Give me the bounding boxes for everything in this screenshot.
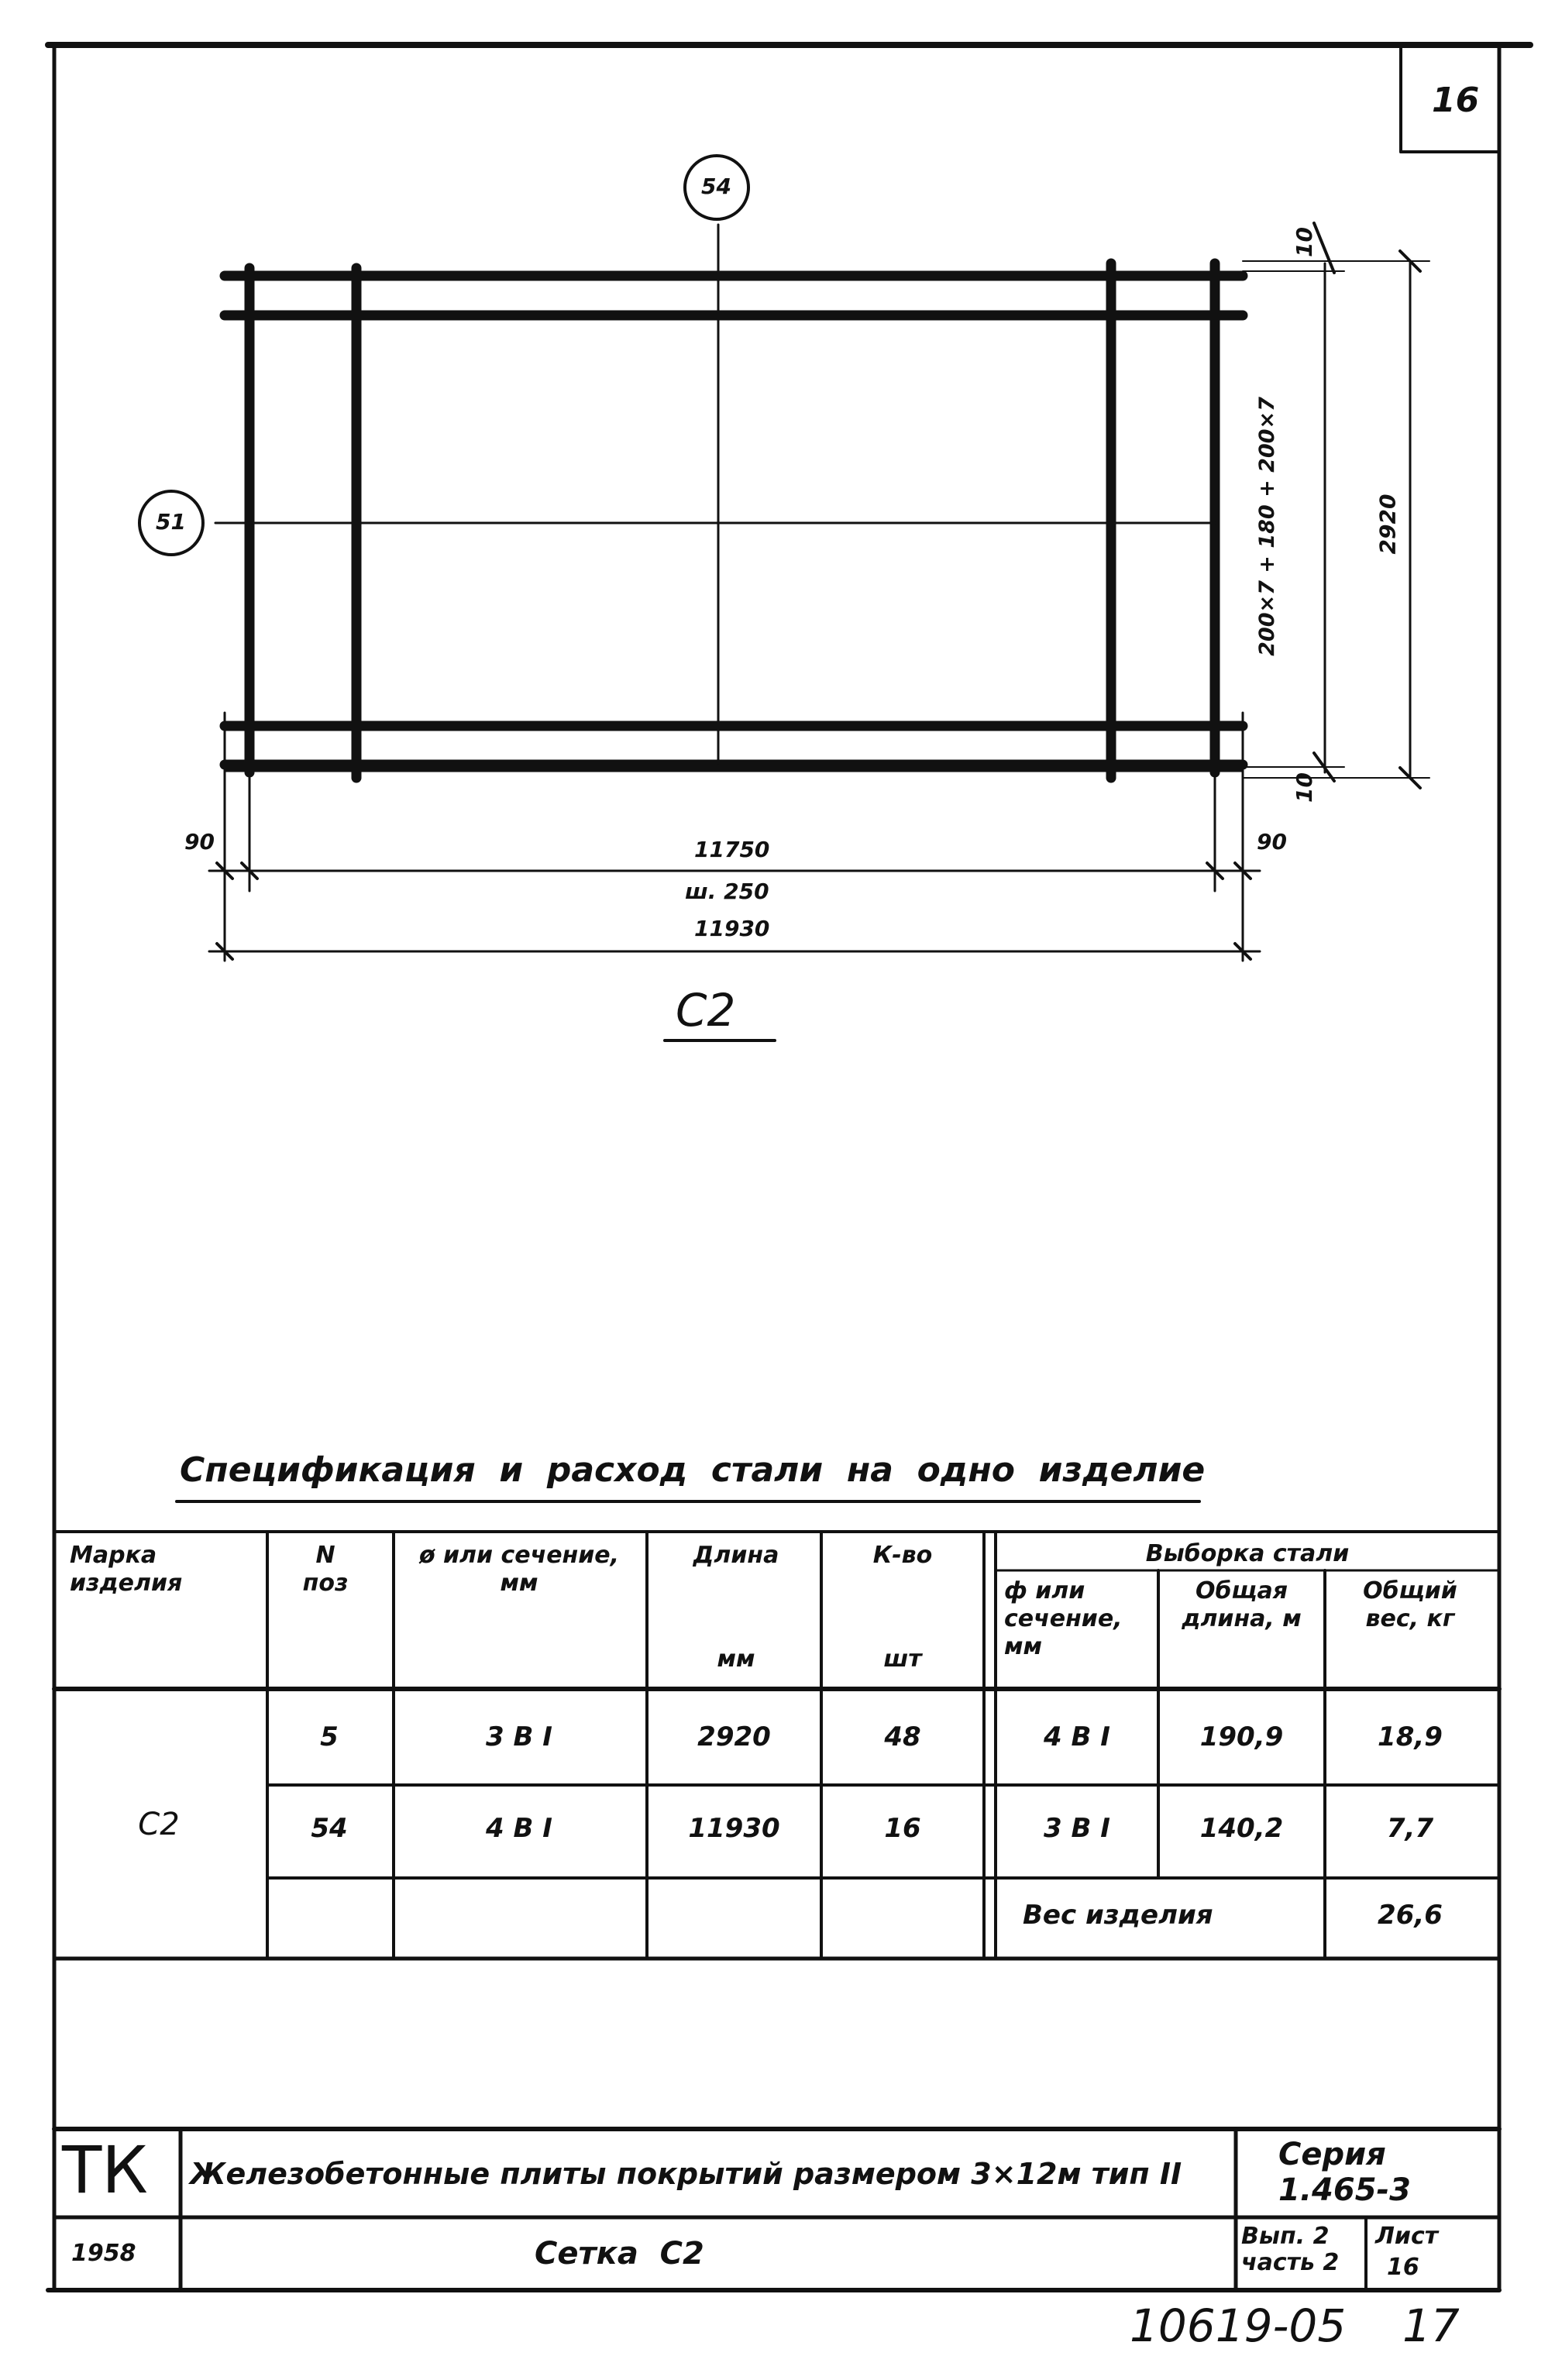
header-mark: Марка изделия <box>70 1542 183 1597</box>
header-qty-b: шт <box>883 1646 922 1673</box>
row2-pos: 54 <box>311 1813 348 1844</box>
row1-length: 2920 <box>697 1721 771 1752</box>
row1-dia: 3 В I <box>486 1721 552 1752</box>
row1-sel-length: 190,9 <box>1199 1721 1284 1752</box>
document-subtitle: Сетка С2 <box>535 2236 704 2272</box>
sheet-number: 16 <box>1432 81 1480 120</box>
issue-part: Вып. 2 часть 2 <box>1241 2223 1340 2276</box>
dim-overhang-left: 90 <box>184 829 215 855</box>
row1-pos: 5 <box>320 1721 339 1752</box>
sheet-value: 16 <box>1387 2254 1419 2281</box>
header-dia: ø или сечение, мм <box>418 1542 620 1597</box>
row1-qty: 48 <box>884 1721 921 1752</box>
total-value: 26,6 <box>1378 1900 1443 1931</box>
row2-sel-weight: 7,7 <box>1386 1813 1434 1844</box>
header-sel-weight: Общий вес, кг <box>1363 1577 1457 1632</box>
callout-54-label: 54 <box>701 174 731 199</box>
org-logo: ТК <box>62 2132 148 2208</box>
row2-sel-dia: 3 В I <box>1044 1813 1110 1844</box>
dim-inner-length: 11750 <box>694 837 770 862</box>
dim-height-total: 2920 <box>1374 494 1401 555</box>
row2-length: 11930 <box>688 1813 780 1844</box>
series-label: Серия <box>1278 2137 1386 2172</box>
row2-dia: 4 В I <box>486 1813 552 1844</box>
archive-page: 17 <box>1402 2299 1460 2352</box>
row1-sel-dia: 4 В I <box>1044 1721 1110 1752</box>
row2-qty: 16 <box>884 1813 921 1844</box>
callout-51-label: 51 <box>156 509 186 535</box>
dim-top-edge: 10 <box>1291 227 1317 257</box>
dim-bottom-edge: 10 <box>1291 772 1317 803</box>
header-sel-dia: ф или сечение, мм <box>1004 1577 1123 1660</box>
header-sel-length: Общая длина, м <box>1182 1577 1302 1632</box>
spec-title: Спецификация и расход стали на одно изделие <box>180 1450 1206 1490</box>
header-group: Выборка стали <box>1145 1540 1350 1567</box>
header-pos: N поз <box>302 1542 349 1597</box>
sheet-label: Лист <box>1375 2223 1439 2250</box>
row2-sel-length: 140,2 <box>1199 1813 1284 1844</box>
cell-mark: С2 <box>138 1807 180 1842</box>
dim-overall-length: 11930 <box>694 916 770 941</box>
drawing-mark: С2 <box>676 984 736 1037</box>
header-length-b: мм <box>717 1646 755 1673</box>
year: 1958 <box>71 2240 136 2267</box>
dim-pitch: ш. 250 <box>685 879 769 904</box>
dim-overhang-right: 90 <box>1257 829 1287 855</box>
dim-spacing: 200×7 + 180 + 200×7 <box>1254 397 1279 656</box>
archive-stamp: 10619-05 <box>1130 2299 1347 2352</box>
document-title: Железобетонные плиты покрытий размером 3×12м тип II <box>190 2157 1182 2191</box>
header-qty-a: К-во <box>872 1542 933 1569</box>
row1-sel-weight: 18,9 <box>1378 1721 1443 1752</box>
series-value: 1.465-3 <box>1278 2172 1411 2208</box>
total-label: Вес изделия <box>1023 1900 1213 1931</box>
header-length-a: Длина <box>693 1542 779 1569</box>
